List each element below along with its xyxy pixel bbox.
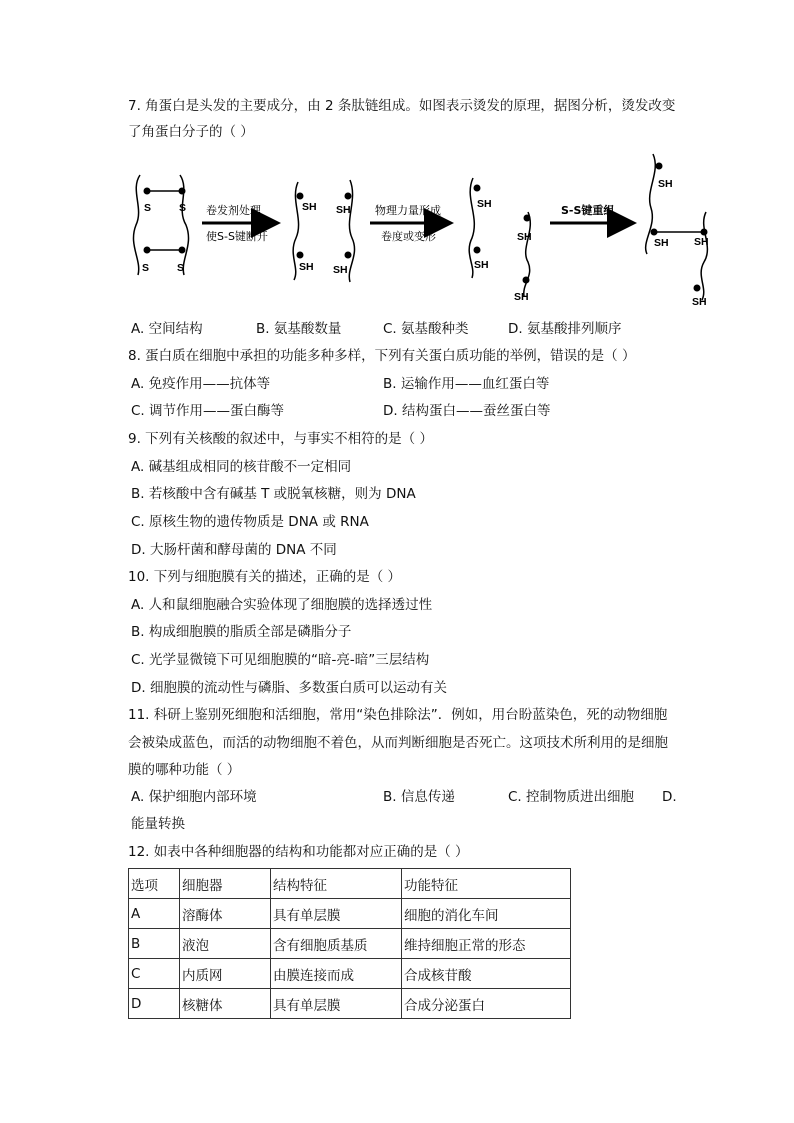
- q11-option-d-text: 能量转换: [131, 816, 185, 832]
- sh-label: SH: [692, 296, 707, 308]
- sh-label: SH: [517, 231, 532, 243]
- table-cell: 具有单层膜: [271, 989, 402, 1019]
- sulfur-label: S: [179, 202, 187, 214]
- table-cell: 液泡: [180, 929, 271, 959]
- q11-stem-line1: 11. 科研上鉴别死细胞和活细胞，常用“染色排除法”．例如，用台盼蓝染色，死的动物细胞: [128, 707, 668, 723]
- q7-stem-line2: 了角蛋白分子的（ ）: [128, 124, 254, 140]
- table-cell: 核糖体: [180, 989, 271, 1019]
- q9-option-c: C. 原核生物的遗传物质是 DNA 或 RNA: [131, 514, 369, 530]
- table-cell: 含有细胞质基质: [271, 929, 402, 959]
- q7-stem-line1: 7. 角蛋白是头发的主要成分，由 2 条肽链组成。如图表示烫发的原理，据图分析，烫发改变: [128, 98, 676, 114]
- q11-option-d: D.: [662, 789, 677, 805]
- table-header-row: [129, 869, 571, 899]
- sh-label: SH: [477, 198, 492, 210]
- sh-label: SH: [514, 291, 529, 303]
- q11-option-c: C. 控制物质进出细胞: [508, 789, 635, 805]
- q7-option-c: C. 氨基酸种类: [383, 321, 469, 337]
- sh-label: SH: [302, 201, 317, 213]
- arrow2-bottom-label: 卷度或变形: [381, 230, 436, 243]
- table-cell: 维持细胞正常的形态: [402, 929, 571, 959]
- q8-stem: 8. 蛋白质在细胞中承担的功能多种多样，下列有关蛋白质功能的举例，错误的是（ ）: [128, 348, 636, 364]
- q11-option-b: B. 信息传递: [383, 789, 455, 805]
- table-header-cell: 选项: [129, 869, 180, 899]
- arrow1-top-label: 卷发剂处理: [206, 204, 261, 217]
- q10-stem: 10. 下列与细胞膜有关的描述，正确的是（ ）: [128, 569, 402, 585]
- table-cell: 内质网: [180, 959, 271, 989]
- peptide-chain: [524, 212, 531, 296]
- q10-option-d: D. 细胞膜的流动性与磷脂、多数蛋白质可以运动有关: [131, 680, 447, 696]
- q11-stem-line2: 会被染成蓝色，而活的动物细胞不着色，从而判断细胞是否死亡。这项技术所利用的是细胞: [128, 735, 668, 751]
- sh-label: SH: [299, 261, 314, 273]
- peptide-chain: [133, 175, 140, 275]
- sh-label: SH: [474, 259, 489, 271]
- organelle-table: [128, 868, 571, 1019]
- table-cell: C: [129, 959, 180, 989]
- sh-label: SH: [333, 264, 348, 276]
- table-cell: D: [129, 989, 180, 1019]
- sh-label: SH: [694, 236, 709, 248]
- q9-stem: 9. 下列有关核酸的叙述中，与事实不相符的是（ ）: [128, 431, 433, 447]
- table-cell: 由膜连接而成: [271, 959, 402, 989]
- sulfur-label: S: [177, 262, 185, 274]
- table-cell: B: [129, 929, 180, 959]
- arrow2-top-label: 物理力量形成: [375, 204, 441, 217]
- arrow1-bottom-label: 使S-S键断开: [206, 230, 268, 243]
- hair-perm-diagram: [128, 150, 728, 310]
- table-header-cell: 功能特征: [402, 869, 571, 899]
- q8-option-d: D. 结构蛋白——蚕丝蛋白等: [383, 403, 551, 419]
- q7-option-a: A. 空间结构: [131, 321, 203, 337]
- q8-option-a: A. 免疫作用——抗体等: [131, 376, 271, 392]
- table-row: [129, 899, 571, 929]
- q9-option-a: A. 碱基组成相同的核苷酸不一定相同: [131, 459, 352, 475]
- table-row: [129, 959, 571, 989]
- q8-option-b: B. 运输作用——血红蛋白等: [383, 376, 550, 392]
- table-cell: 溶酶体: [180, 899, 271, 929]
- q11-option-a: A. 保护细胞内部环境: [131, 789, 257, 805]
- table-header-cell: 结构特征: [271, 869, 402, 899]
- q7-option-b: B. 氨基酸数量: [256, 321, 342, 337]
- q8-option-c: C. 调节作用——蛋白酶等: [131, 403, 285, 419]
- sulfur-label: S: [142, 262, 150, 274]
- table-cell: 细胞的消化车间: [402, 899, 571, 929]
- q10-option-b: B. 构成细胞膜的脂质全部是磷脂分子: [131, 624, 352, 640]
- table-cell: 合成分泌蛋白: [402, 989, 571, 1019]
- table-header-cell: 细胞器: [180, 869, 271, 899]
- sulfur-label: S: [144, 202, 152, 214]
- table-cell: 合成核苷酸: [402, 959, 571, 989]
- q12-stem: 12. 如表中各种细胞器的结构和功能都对应正确的是（ ）: [128, 844, 469, 860]
- q10-option-c: C. 光学显微镜下可见细胞膜的“暗-亮-暗”三层结构: [131, 652, 430, 668]
- sh-label: SH: [654, 237, 669, 249]
- q11-stem-line3: 膜的哪种功能（ ）: [128, 762, 241, 778]
- q10-option-a: A. 人和鼠细胞融合实验体现了细胞膜的选择透过性: [131, 597, 433, 613]
- q9-option-b: B. 若核酸中含有碱基 T 或脱氧核糖，则为 DNA: [131, 486, 416, 502]
- arrow3-top-label: S-S键重组: [561, 204, 615, 217]
- table-row: [129, 929, 571, 959]
- table-cell: A: [129, 899, 180, 929]
- peptide-chain: [701, 212, 707, 300]
- q9-option-d: D. 大肠杆菌和酵母菌的 DNA 不同: [131, 542, 337, 558]
- q7-option-d: D. 氨基酸排列顺序: [508, 321, 622, 337]
- sh-label: SH: [336, 204, 351, 216]
- table-cell: 具有单层膜: [271, 899, 402, 929]
- sh-label: SH: [658, 178, 673, 190]
- table-row: [129, 989, 571, 1019]
